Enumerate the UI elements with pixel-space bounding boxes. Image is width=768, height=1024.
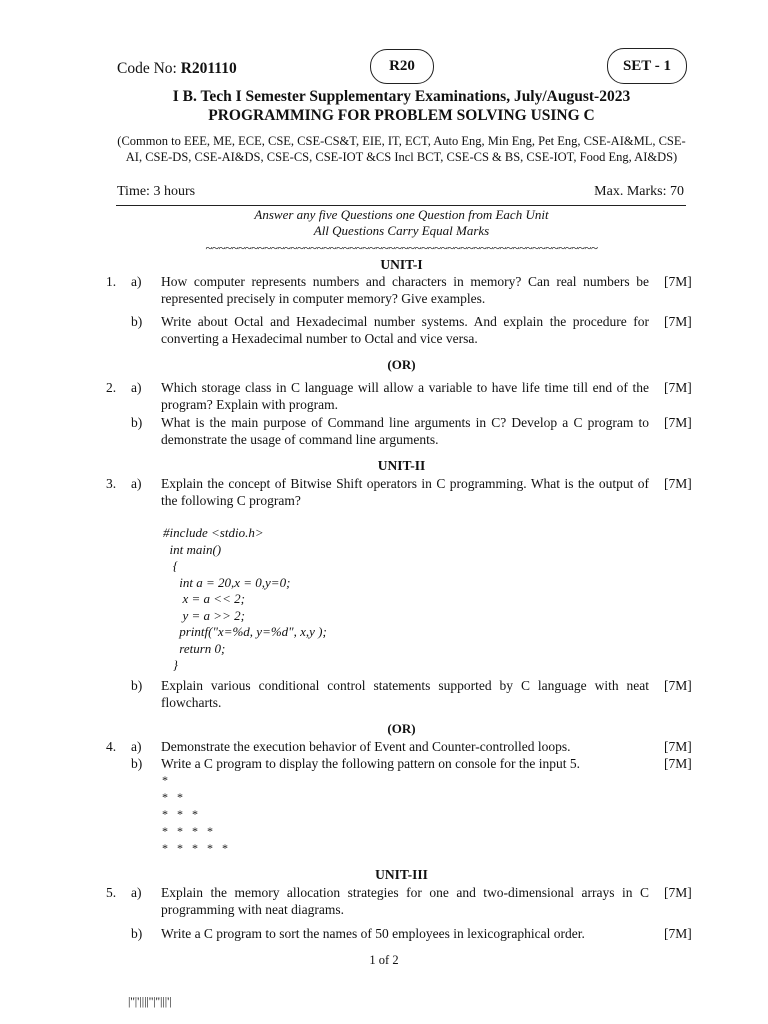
question-number: 2. xyxy=(106,380,117,395)
marks-label: [7M] xyxy=(664,274,692,289)
set-badge: SET - 1 xyxy=(607,48,687,84)
marks-label: [7M] xyxy=(664,476,692,491)
question-number: 5. xyxy=(106,885,117,900)
page-number: 1 of 2 xyxy=(369,953,399,967)
code-number xyxy=(117,60,237,78)
marks-label: [7M] xyxy=(664,756,692,771)
question-number: 3. xyxy=(106,476,117,491)
question-text: Write a C program to sort the names of 50 employees in lexicographical order. xyxy=(161,926,585,941)
marks-label: [7M] xyxy=(664,678,692,693)
max-marks: Max. Marks: 70 xyxy=(594,184,684,199)
part-label: a) xyxy=(131,476,142,491)
instruction-1: Answer any five Questions one Question from Each Unit xyxy=(254,207,549,222)
barcode: |''|'||||''|''|||'| xyxy=(128,994,172,1008)
unit-heading: UNIT-II xyxy=(377,458,426,473)
marks-label: [7M] xyxy=(664,739,692,754)
or-separator: (OR) xyxy=(387,721,416,736)
question-number: 4. xyxy=(106,739,117,754)
part-label: b) xyxy=(131,415,143,430)
marks-label: [7M] xyxy=(664,926,692,941)
marks-label: [7M] xyxy=(664,314,692,329)
regulation-badge: R20 xyxy=(370,49,434,84)
part-label: b) xyxy=(131,314,143,329)
part-label: b) xyxy=(131,756,143,771)
question-number: 1. xyxy=(106,274,117,289)
or-separator: (OR) xyxy=(387,357,416,372)
part-label: a) xyxy=(131,739,142,754)
question-text: Explain the concept of Bitwise Shift operators in C programming. What is the output of the following C program? xyxy=(161,476,649,508)
unit-heading: UNIT-III xyxy=(375,867,428,882)
part-label: b) xyxy=(131,926,143,941)
question-text: Explain the memory allocation strategies for one and two-dimensional arrays in C programming with neat diagrams. xyxy=(161,885,649,917)
star-pattern: * * * * * * * * * * * * * * * xyxy=(162,773,228,855)
marks-label: [7M] xyxy=(664,885,692,900)
question-text: Write about Octal and Hexadecimal number systems. And explain the procedure for converting a Hexadecimal number to Octal and vice versa. xyxy=(161,314,649,346)
instruction-2: All Questions Carry Equal Marks xyxy=(313,223,490,238)
question-text: What is the main purpose of Command line arguments in C? Develop a C program to demonstrate the usage of command line arguments. xyxy=(161,415,649,447)
part-label: a) xyxy=(131,380,142,395)
unit-heading: UNIT-I xyxy=(380,257,423,272)
header-divider xyxy=(116,205,686,206)
subject-title: PROGRAMMING FOR PROBLEM SOLVING USING C xyxy=(208,107,595,124)
part-label: a) xyxy=(131,274,142,289)
common-branches: (Common to EEE, ME, ECE, CSE, CSE-CS&T, EIE, IT, ECT, Auto Eng, Min Eng, Pet Eng, CSE-AI&ML, CSE-AI, CSE-DS, CSE-AI&DS, CSE-CS, CSE-IOT &CS Incl BCT, CSE-CS & BS, CSE-IOT, Food Eng, AI&DS) xyxy=(117,134,686,164)
exam-time: Time: 3 hours xyxy=(117,184,196,199)
part-label: b) xyxy=(131,678,143,693)
code-snippet: #include <stdio.h> int main() { int a = 20,x = 0,y=0; x = a << 2; y = a >> 2; printf("x=%d, y=%d", x,y ); return 0; } xyxy=(163,525,327,672)
question-text: Demonstrate the execution behavior of Event and Counter-controlled loops. xyxy=(161,739,571,754)
tilde-separator: ~~~~~~~~~~~~~~~~~~~~~~~~~~~~~~~~~~~~~~~~~~~~~~~~~~~~~~~~~~~~ xyxy=(205,240,598,255)
question-text: Explain various conditional control statements supported by C language with neat flowcharts. xyxy=(161,678,649,710)
part-label: a) xyxy=(131,885,142,900)
marks-label: [7M] xyxy=(664,415,692,430)
marks-label: [7M] xyxy=(664,380,692,395)
code-label: Code No: xyxy=(117,60,181,77)
exam-title: I B. Tech I Semester Supplementary Examinations, July/August-2023 xyxy=(172,88,631,105)
question-text: Write a C program to display the following pattern on console for the input 5. xyxy=(161,756,580,771)
code-value: R201110 xyxy=(180,60,237,77)
question-text: Which storage class in C language will allow a variable to have life time till end of the program? Explain with program. xyxy=(161,380,649,412)
question-text: How computer represents numbers and characters in memory? Can real numbers be represented precisely in computer memory? Give examples. xyxy=(161,274,649,306)
